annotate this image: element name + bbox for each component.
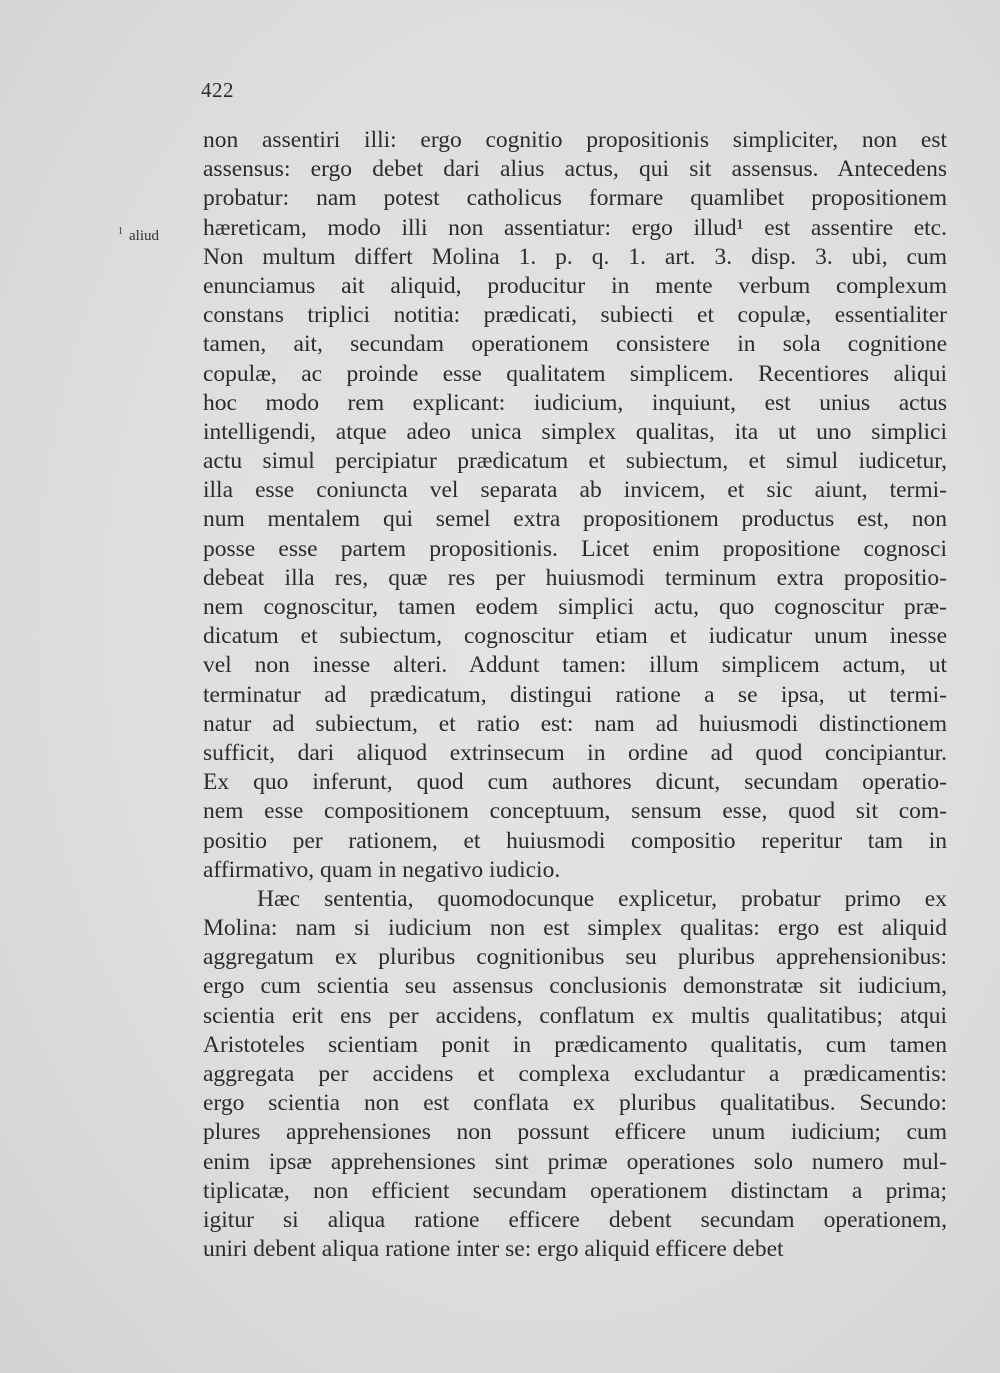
text-line: hoc modo rem explicant: iudicium, inquiunt, est unius actus — [203, 389, 947, 416]
text-line: assensus: ergo debet dari alius actus, qui sit assensus. Antecedens — [203, 156, 947, 183]
footnote-marker: 1 — [118, 226, 123, 237]
text-line: hæreticam, modo illi non assentiatur: ergo illud¹ est assentire etc. — [203, 214, 947, 241]
margin-note-text: aliud — [129, 228, 159, 244]
text-line: uniri debent aliqua ratione inter se: ergo aliquid efficere debet — [203, 1236, 784, 1263]
text-line: illa esse coniuncta vel separata ab invicem, et sic aiunt, termi- — [203, 477, 947, 504]
text-line: Molina: nam si iudicium non est simplex qualitas: ergo est aliquid — [203, 915, 947, 942]
text-line: aggregata per accidens et complexa excludantur a prædicamentis: — [203, 1061, 947, 1087]
text-line: debeat illa res, quæ res per huiusmodi terminum extra propositio- — [203, 564, 947, 591]
text-line: affirmativo, quam in negativo iudicio. — [203, 856, 561, 883]
text-line: tamen, ait, secundam operationem consistere in sola cognitione — [203, 331, 947, 358]
text-line: natur ad subiectum, et ratio est: nam ad huiusmodi distinctionem — [203, 710, 947, 737]
text-line: constans triplici notitia: prædicati, subiecti et copulæ, essentialiter — [203, 302, 947, 329]
text-line: probatur: nam potest catholicus formare quamlibet propositionem — [203, 185, 947, 212]
text-line: dicatum et subiectum, cognoscitur etiam et iudicatur unum inesse — [203, 623, 947, 650]
text-line: plures apprehensiones non possunt efficere unum iudicium; cum — [203, 1119, 947, 1146]
text-line: aggregatum ex pluribus cognitionibus seu pluribus apprehensionibus: — [203, 944, 947, 971]
text-line: nem cognoscitur, tamen eodem simplici actu, quo cognoscitur præ- — [203, 594, 947, 620]
text-line: enim ipsæ apprehensiones sint primæ operationes solo numero mul- — [203, 1148, 947, 1175]
text-line: Aristoteles scientiam ponit in prædicamento qualitatis, cum tamen — [203, 1031, 947, 1058]
text-line: Non multum differt Molina 1. p. q. 1. art. 3. disp. 3. ubi, cum — [203, 243, 947, 270]
page-number: 422 — [201, 78, 234, 102]
text-line: non assentiri illi: ergo cognitio propositionis simpliciter, non est — [203, 127, 947, 153]
text-line: enunciamus ait aliquid, producitur in mente verbum complexum — [203, 272, 947, 299]
text-line: terminatur ad prædicatum, distingui ratione a se ipsa, ut termi- — [203, 681, 947, 708]
text-line: Hæc sententia, quomodocunque explicetur, probatur primo ex — [257, 885, 947, 912]
text-line: scientia erit ens per accidens, conflatum ex multis qualitatibus; atqui — [203, 1002, 947, 1029]
text-line: intelligendi, atque adeo unica simplex qualitas, ita ut uno simplici — [203, 418, 947, 445]
text-line: nem esse compositionem conceptuum, sensum esse, quod sit com- — [203, 798, 947, 825]
text-line: sufficit, dari aliquod extrinsecum in ordine ad quod concipiantur. — [203, 739, 947, 766]
margin-note — [118, 226, 159, 245]
text-line: tiplicatæ, non efficient secundam operationem distinctam a prima; — [203, 1177, 947, 1204]
text-line: igitur si aliqua ratione efficere debent secundam operationem, — [203, 1206, 947, 1233]
paragraph — [203, 126, 947, 885]
text-line: posse esse partem propositionis. Licet enim propositione cognosci — [203, 535, 947, 562]
text-line: ergo scientia non est conflata ex pluribus qualitatibus. Secundo: — [203, 1090, 947, 1117]
text-line: num mentalem qui semel extra propositionem productus est, non — [203, 506, 947, 533]
text-line: positio per rationem, et huiusmodi compositio reperitur tam in — [203, 827, 947, 854]
text-line: vel non inesse alteri. Addunt tamen: illum simplicem actum, ut — [203, 652, 947, 679]
body-text — [203, 126, 947, 1264]
text-line: Ex quo inferunt, quod cum authores dicunt, secundam operatio- — [203, 769, 947, 796]
paragraph — [203, 885, 947, 1264]
text-line: ergo cum scientia seu assensus conclusionis demonstratæ sit iudicium, — [203, 973, 947, 1000]
text-line: copulæ, ac proinde esse qualitatem simplicem. Recentiores aliqui — [203, 360, 947, 387]
text-line: actu simul percipiatur prædicatum et subiectum, et simul iudicetur, — [203, 448, 947, 475]
